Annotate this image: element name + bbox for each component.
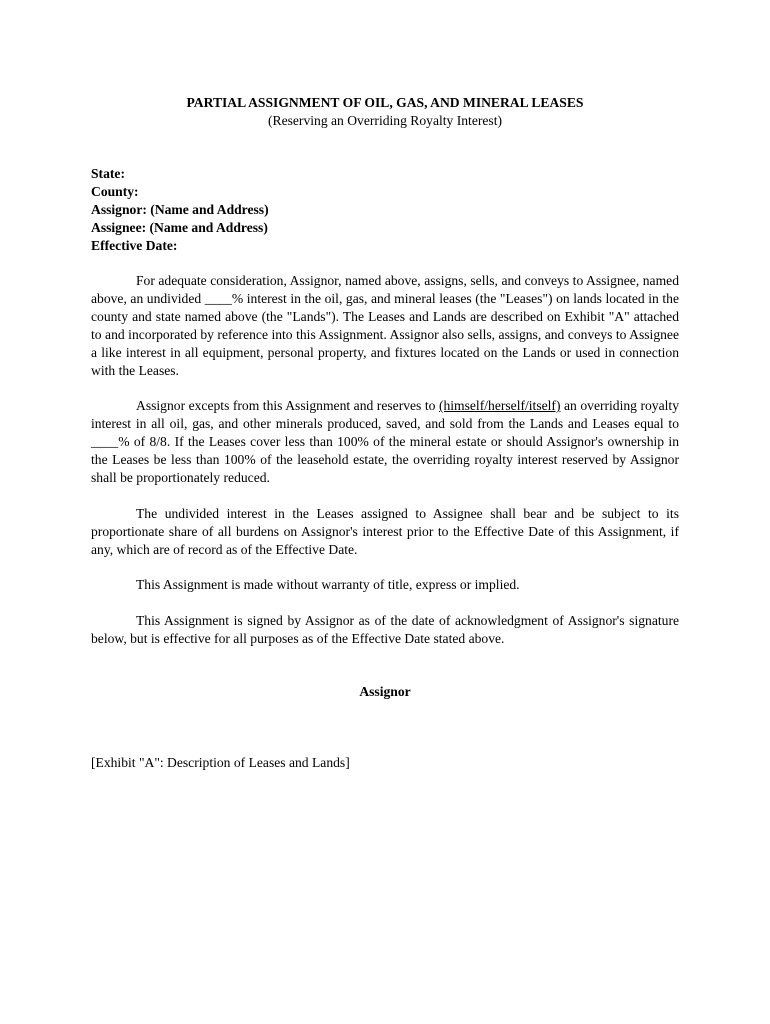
paragraph-conveyance: For adequate consideration, Assignor, named above, assigns, sells, and conveys to Assignee, named above, an undivided ____% interest in the oil, gas, and mineral leases (the "Leases") on lands located in the county and state named above (the "Lands"). The Leases and Lands are described on Exhibit "A" attached to and incorporated by reference into this Assignment. Assignor also sells, assigns, and conveys to Assignee a like interest in all equipment, personal property, and fixtures located on the Lands or used in connection with the Leases. xyxy=(91,273,679,378)
paragraph-warranty: This Assignment is made without warranty of title, express or implied. xyxy=(136,577,520,593)
field-effective-date: Effective Date: xyxy=(91,237,178,253)
paragraph-royalty-text-start: Assignor excepts from this Assignment and reserves to xyxy=(136,398,439,414)
field-county: County: xyxy=(91,183,139,199)
header-fields xyxy=(91,165,681,255)
field-assignee: Assignee: (Name and Address) xyxy=(91,219,268,235)
exhibit-label: [Exhibit "A": Description of Leases and Lands] xyxy=(91,755,350,770)
party-pronoun-placeholder: (himself/herself/itself) xyxy=(438,398,561,414)
field-assignor: Assignor: (Name and Address) xyxy=(91,201,269,217)
document-subtitle: (Reserving an Overriding Royalty Interest) xyxy=(267,113,503,128)
paragraph-signature-terms: This Assignment is signed by Assignor as of the date of acknowledgment of Assignor's signature below, but is effective for all purposes as of the Effective Date stated above. xyxy=(91,613,679,647)
paragraph-royalty-reservation xyxy=(91,397,679,487)
document-title: PARTIAL ASSIGNMENT OF OIL, GAS, AND MINERAL LEASES xyxy=(186,95,584,110)
document-body xyxy=(91,272,679,666)
paragraph-royalty-text-end: an overriding royalty interest in all oil, gas, and other minerals produced, saved, and sold from the Lands and Leases equal to ____% of 8/8. If the Leases cover less than 100% of the mineral estate or should Assignor's ownership in the Leases be less than 100% of the leasehold estate, the overriding royalty interest reserved by Assignor shall be proportionately reduced. xyxy=(91,398,679,485)
signature-label: Assignor xyxy=(359,684,411,699)
paragraph-burdens: The undivided interest in the Leases assigned to Assignee shall bear and be subject to its proportionate share of all burdens on Assignor's interest prior to the Effective Date of this Assignment, if any, which are of record as of the Effective Date. xyxy=(91,505,679,557)
field-state: State: xyxy=(91,166,125,181)
